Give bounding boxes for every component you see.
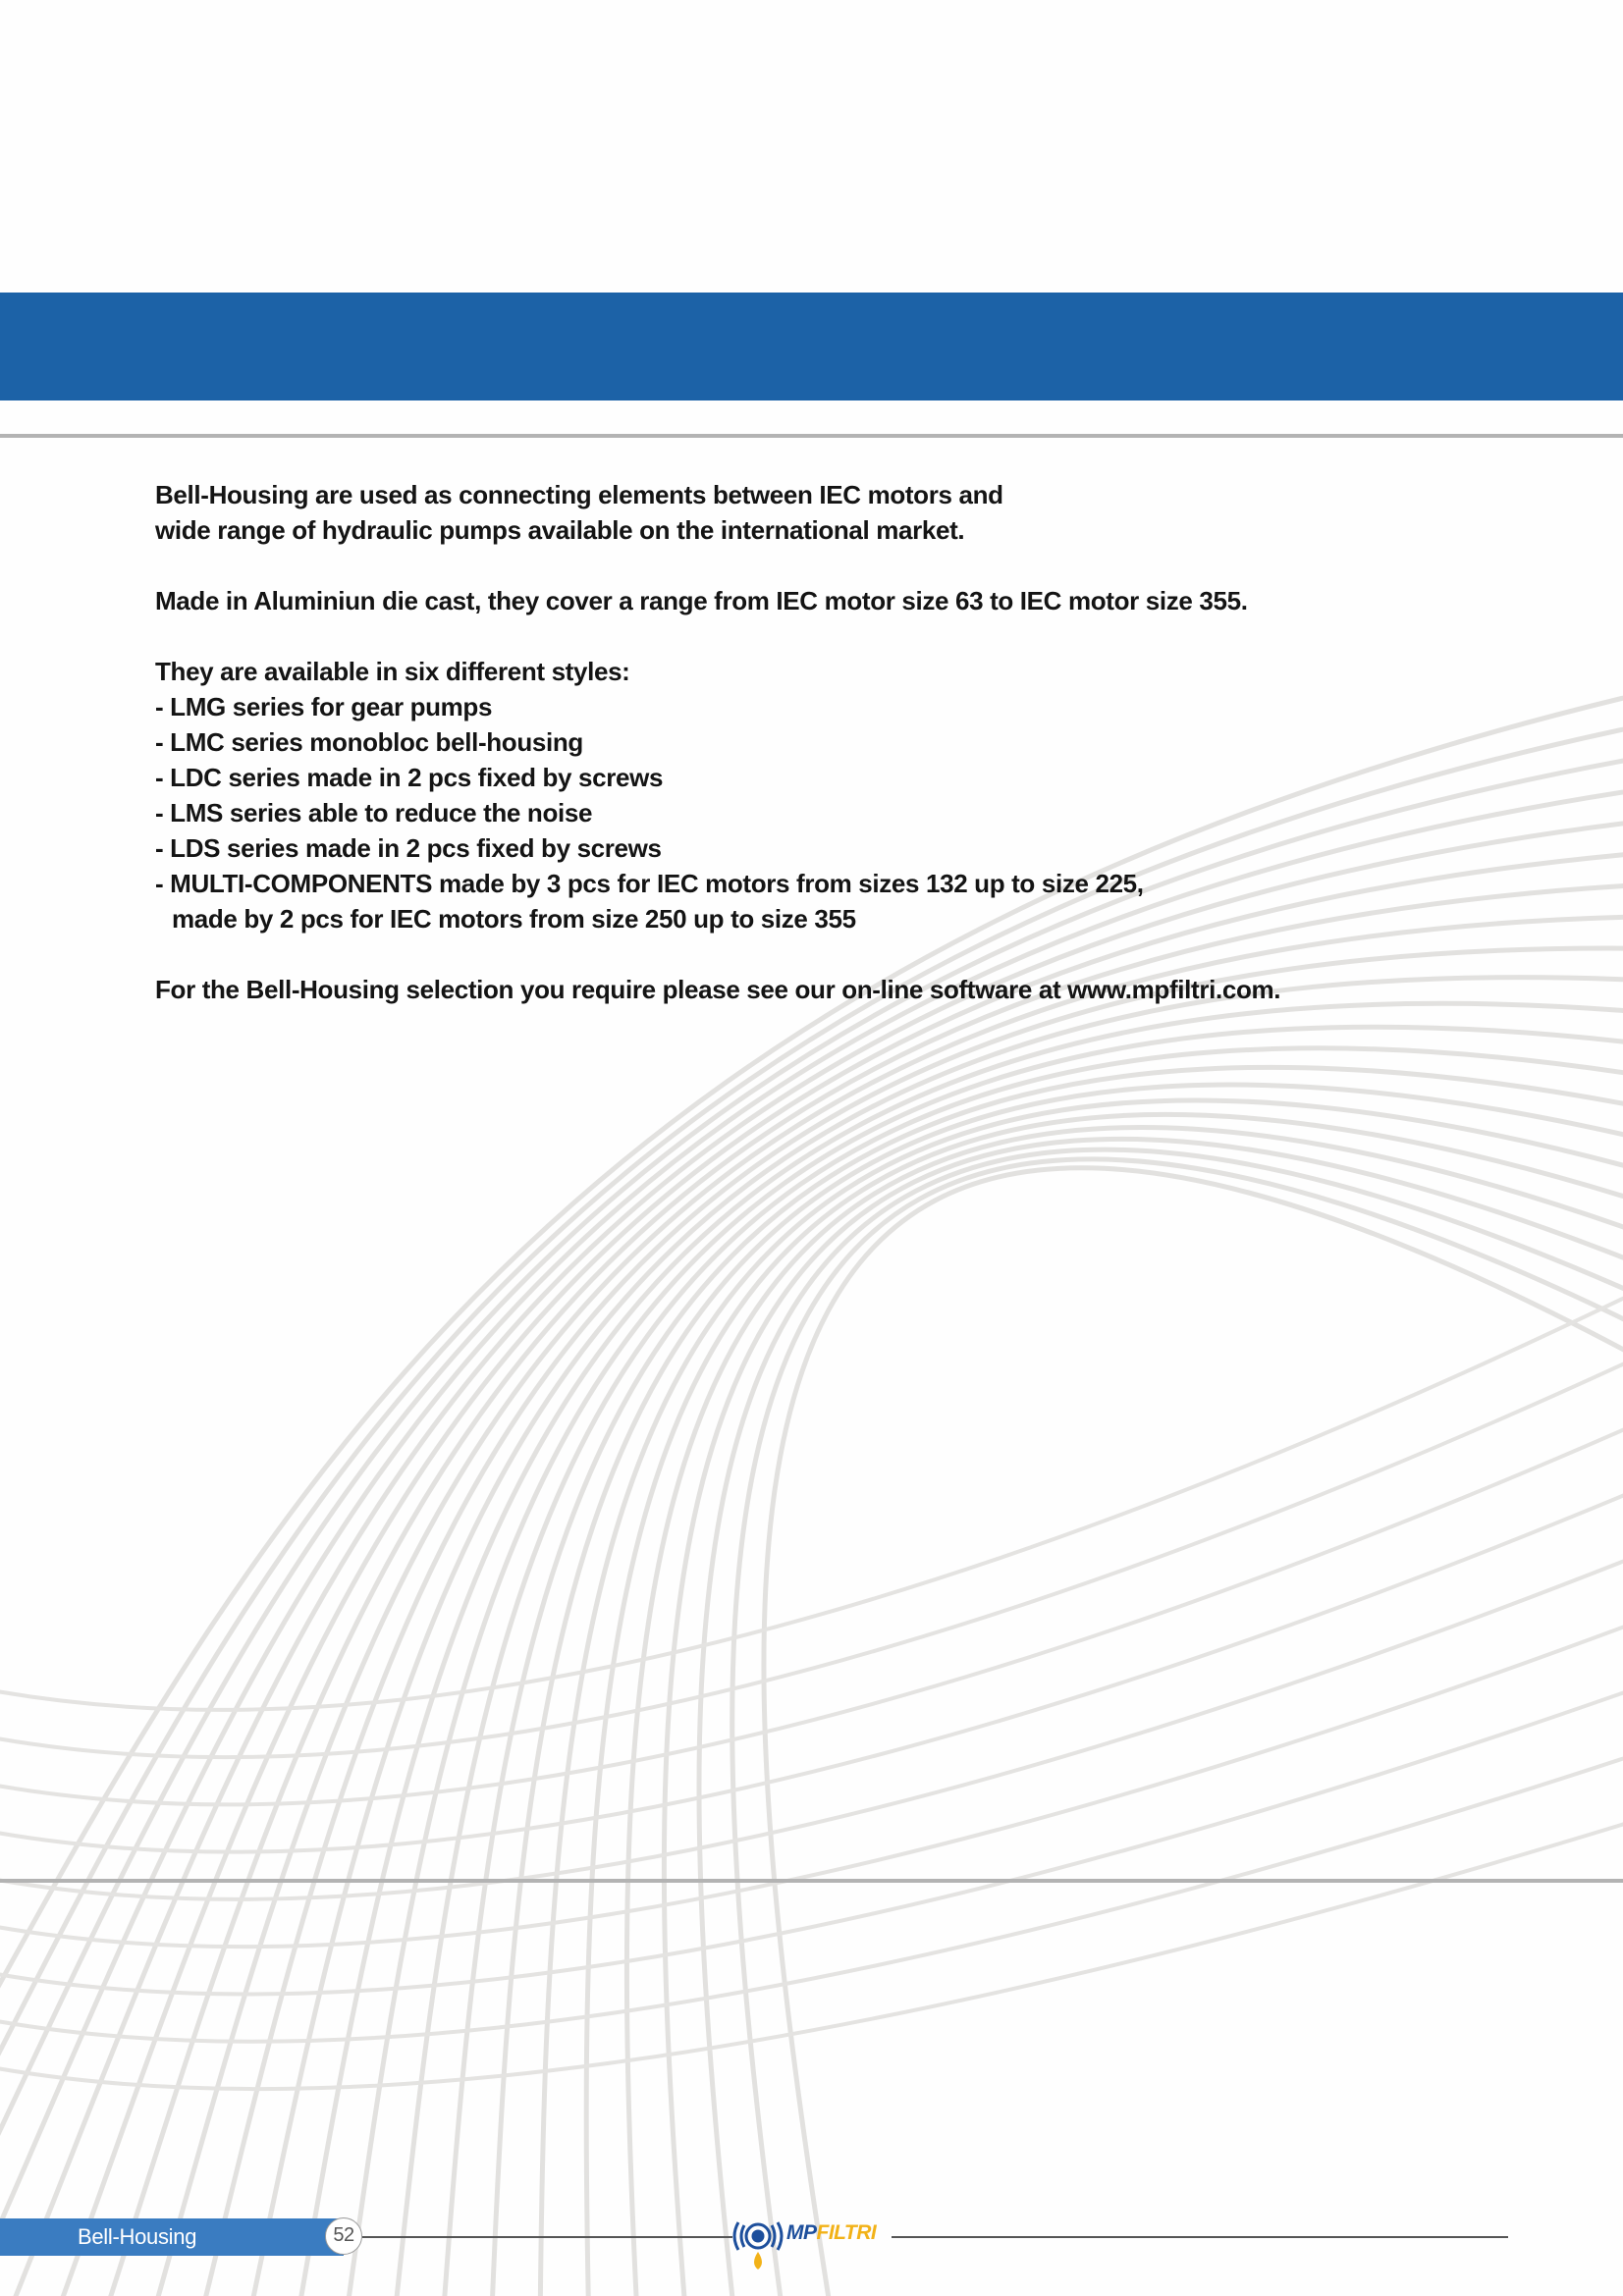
footer-rule-right: [892, 2236, 1508, 2238]
mpfiltri-logo: [730, 2213, 893, 2275]
style-item: - LMC series monobloc bell-housing: [155, 727, 583, 757]
style-item: - LMG series for gear pumps: [155, 692, 493, 721]
body-text: [155, 477, 1510, 1007]
footer-rule-left: [362, 2236, 732, 2238]
style-item: - LMS series able to reduce the noise: [155, 798, 593, 828]
header-band: [0, 293, 1623, 400]
logo-emblem-icon: [730, 2213, 785, 2275]
selection-note: For the Bell-Housing selection you require please see our on-line software at www.mpfiltri.com.: [155, 975, 1281, 1004]
styles-heading: They are available in six different styles:: [155, 657, 630, 686]
footer-section-label: Bell-Housing: [78, 2224, 197, 2249]
style-item-continuation: made by 2 pcs for IEC motors from size 250 up to size 355: [172, 904, 856, 934]
wave-line: [586, 1114, 1623, 2296]
style-item: - LDS series made in 2 pcs fixed by screws: [155, 833, 662, 863]
wave-line: [295, 1003, 1623, 2296]
style-item: - LDC series made in 2 pcs fixed by screws: [155, 763, 664, 792]
page-number: 52: [325, 2217, 362, 2255]
top-divider: [0, 434, 1623, 438]
wave-line: [732, 1159, 1623, 2296]
bottom-divider: [0, 1879, 1623, 1883]
intro-text: wide range of hydraulic pumps available on the international market.: [155, 515, 965, 545]
logo-wordmark: MPFILTRI: [786, 2221, 877, 2244]
wave-line: [0, 785, 1623, 2296]
wave-line: [49, 851, 1623, 2296]
wave-line: [764, 1168, 1623, 2296]
wave-line: [196, 948, 1623, 2296]
material-text: Made in Aluminiun die cast, they cover a range from IEC motor size 63 to IEC motor size 355.: [155, 586, 1248, 615]
wave-line: [344, 1027, 1623, 2296]
intro-text: Bell-Housing are used as connecting elements between IEC motors and: [155, 480, 1003, 509]
wave-line: [699, 1149, 1623, 2296]
style-item: - MULTI-COMPONENTS made by 3 pcs for IEC motors from sizes 132 up to size 225,: [155, 869, 1144, 898]
